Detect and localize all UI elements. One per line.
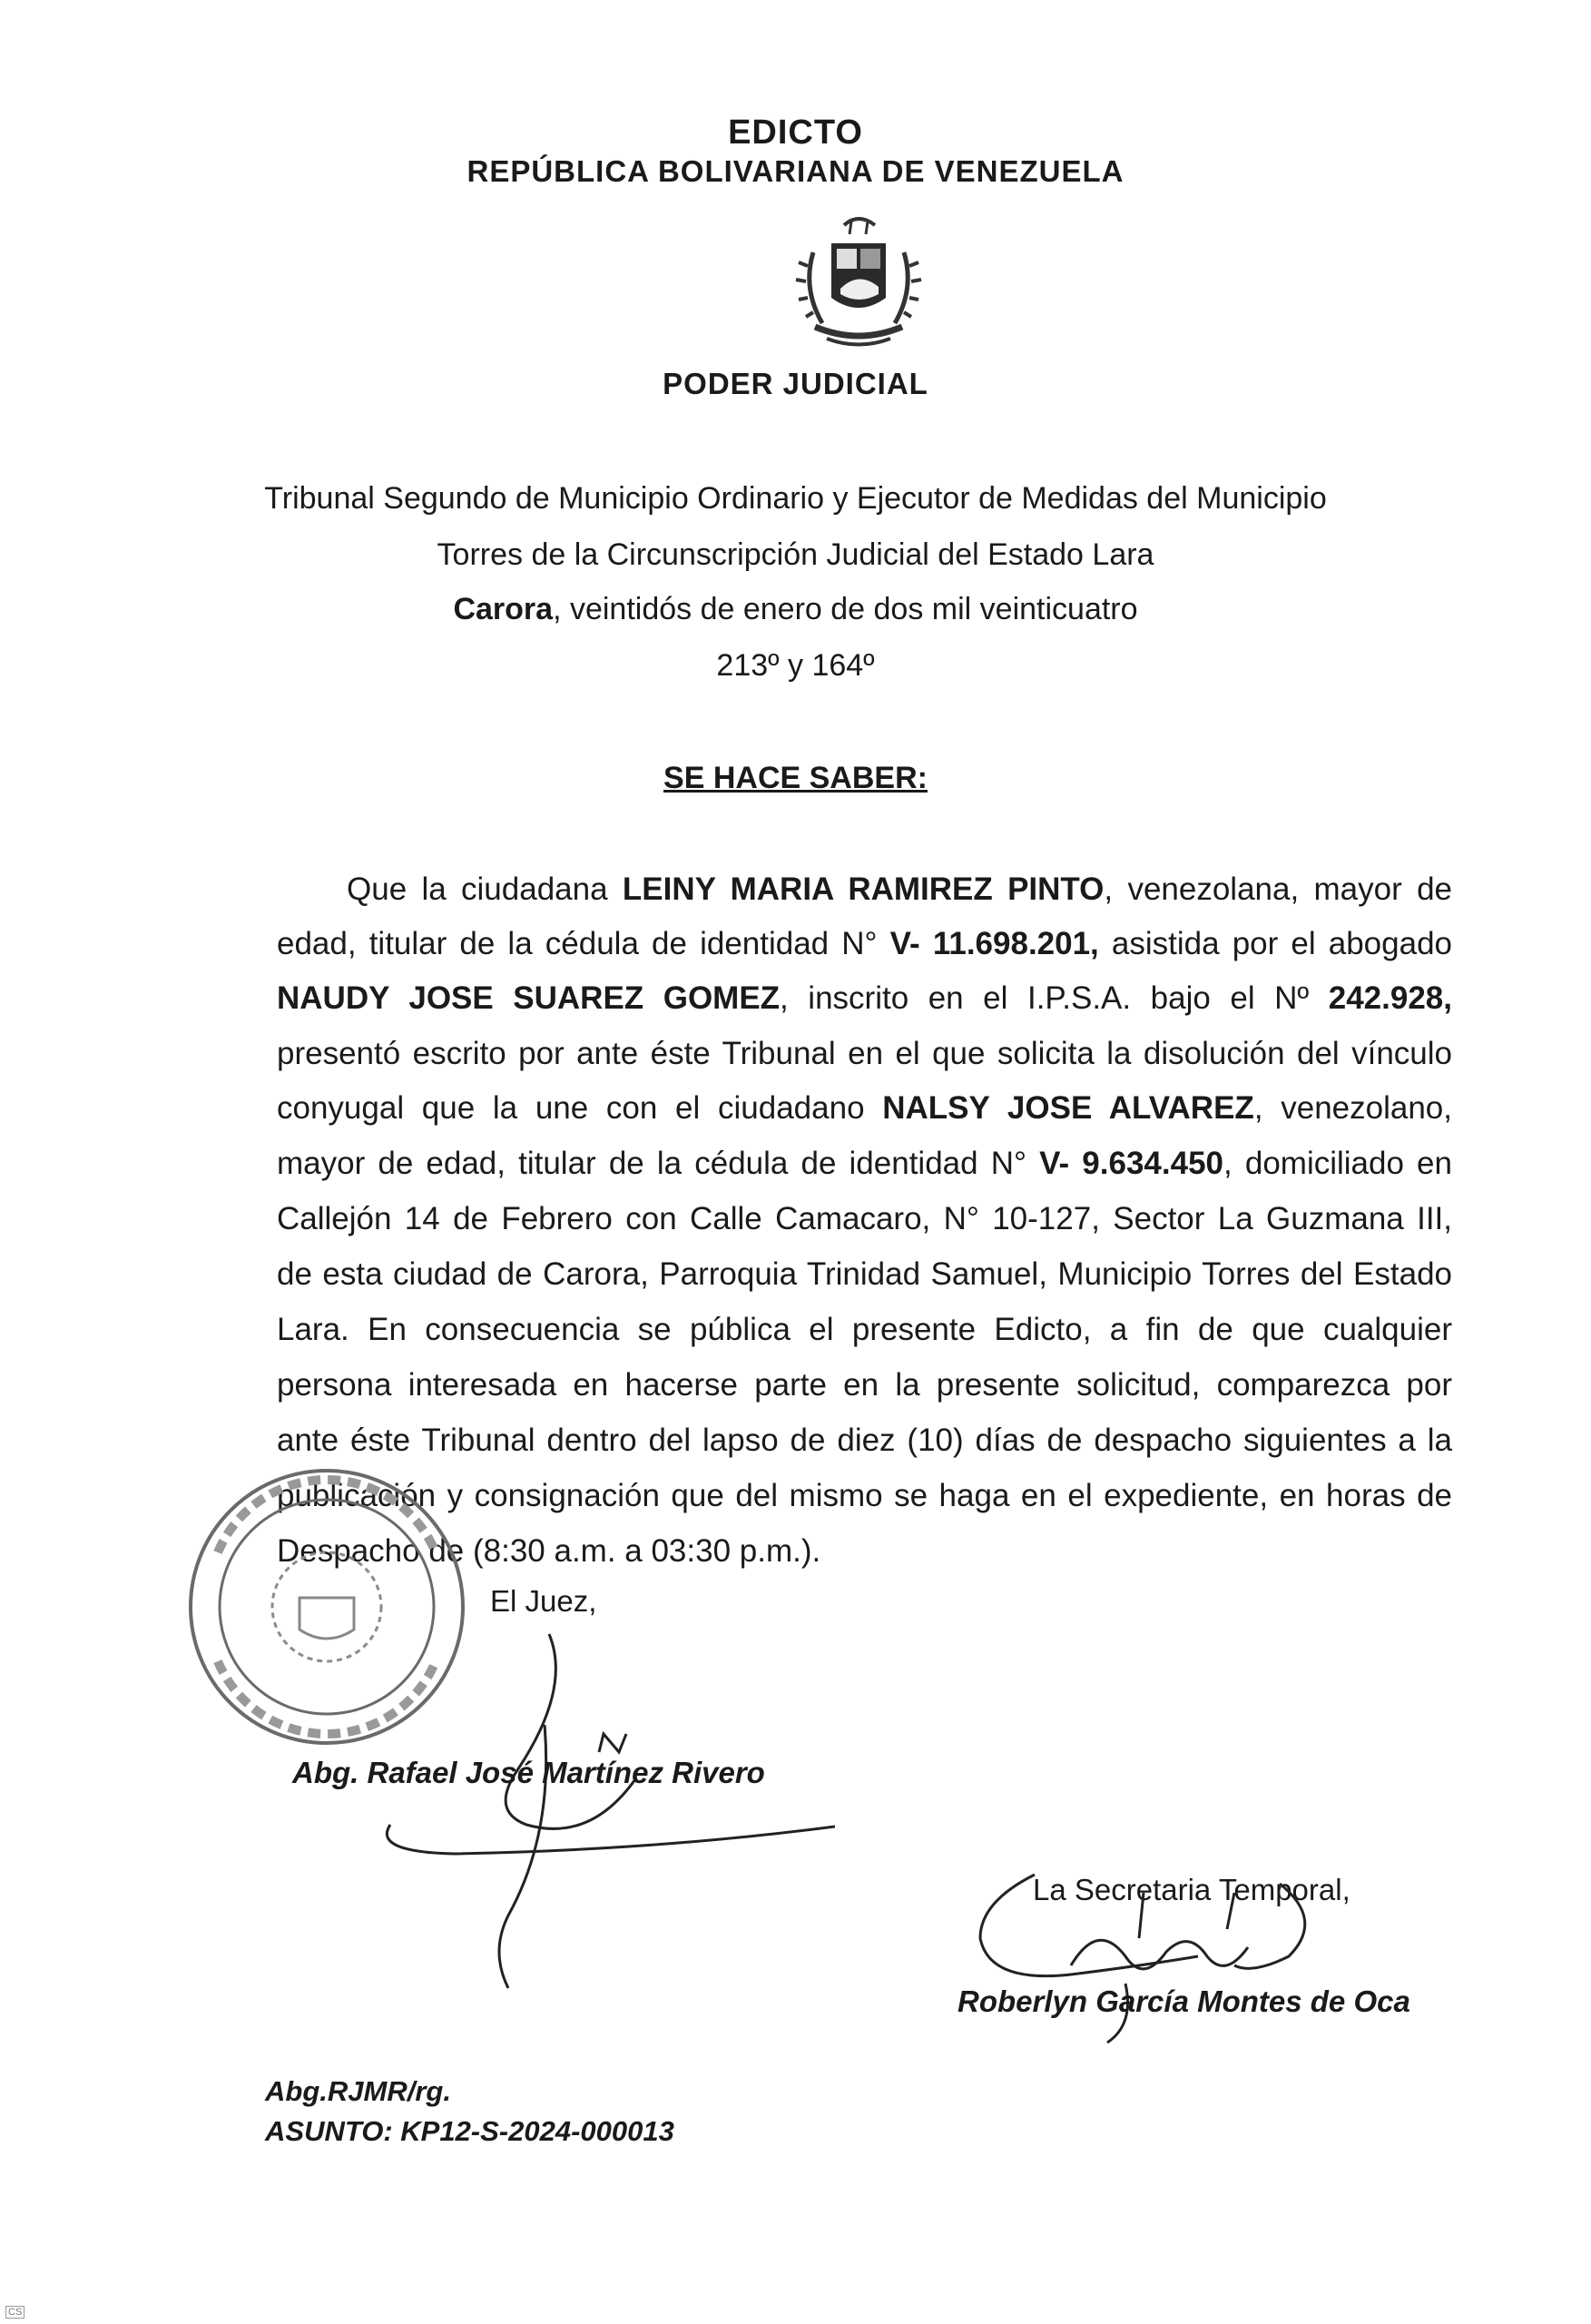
body-line-4: presentó escrito por ante éste Tribunal en el que solicita la disolución del vínculo [277, 1036, 1452, 1071]
lawyer-ipsa: 242.928, [1328, 980, 1452, 1016]
branch-name: PODER JUDICIAL [663, 367, 928, 400]
country-name: REPÚBLICA BOLIVARIANA DE VENEZUELA [466, 154, 1125, 188]
secretary-signature [962, 1866, 1343, 2047]
body-text: , domiciliado en [1223, 1146, 1452, 1181]
body-text: conyugal que la une con el ciudadano [277, 1090, 883, 1126]
applicant-name: LEINY MARIA RAMIREZ PINTO [622, 872, 1105, 907]
court-name-line-1: Tribunal Segundo de Municipio Ordinario y Ejecutor de Medidas del Municipio [264, 481, 1327, 516]
court-name-line-2: Torres de la Circunscripción Judicial del Estado Lara [437, 537, 1154, 572]
court-date: , veintidós de enero de dos mil veinticuatro [553, 592, 1138, 626]
body-text: , inscrito en el I.P.S.A. bajo el Nº [780, 980, 1329, 1016]
body-line-1 [347, 872, 1452, 908]
coat-of-arms-emblem [795, 216, 922, 352]
body-line-12: publicación y consignación que del mismo se haga en el expediente, en horas de [277, 1478, 1452, 1513]
body-line-2 [277, 926, 1452, 962]
judge-title: El Juez, [490, 1584, 597, 1618]
body-text: , venezolana, mayor de [1104, 872, 1452, 907]
footer-case-number: ASUNTO: KP12-S-2024-000013 [265, 2115, 674, 2147]
body-line-13: Despacho de (8:30 a.m. a 03:30 p.m.). [277, 1533, 821, 1569]
body-line-5 [277, 1090, 1452, 1127]
body-text: , venezolano, [1253, 1090, 1452, 1126]
body-text: mayor de edad, titular de la cédula de identidad N° [277, 1146, 1040, 1181]
body-text: Que la ciudadana [347, 872, 623, 907]
applicant-id: V- 11.698.201, [889, 926, 1099, 961]
body-line-11: ante éste Tribunal dentro del lapso de diez (10) días de despacho siguientes a la [277, 1423, 1452, 1458]
document-title: EDICTO [728, 113, 863, 152]
spouse-name: NALSY JOSE ALVAREZ [882, 1090, 1254, 1126]
secretary-name: Roberlyn García Montes de Oca [958, 1984, 1410, 2018]
body-text: asistida por el abogado [1098, 926, 1452, 961]
secretary-title: La Secretaria Temporal, [1033, 1873, 1350, 1906]
court-years: 213º y 164º [716, 648, 875, 683]
body-line-8: de esta ciudad de Carora, Parroquia Trinidad Samuel, Municipio Torres del Estado [277, 1256, 1452, 1292]
body-line-7: Callejón 14 de Febrero con Calle Camacaro, N° 10-127, Sector La Guzmana III, [277, 1201, 1452, 1236]
lawyer-name: NAUDY JOSE SUAREZ GOMEZ [277, 980, 781, 1016]
body-line-6 [277, 1146, 1452, 1182]
footer-initials: Abg.RJMR/rg. [265, 2075, 451, 2107]
notice-heading: SE HACE SABER: [663, 761, 928, 795]
body-text: edad, titular de la cédula de identidad N° [277, 926, 890, 961]
judge-name: Abg. Rafael José Martínez Rivero [292, 1756, 765, 1789]
body-line-9: Lara. En consecuencia se pública el presente Edicto, a fin de que cualquier [277, 1312, 1452, 1347]
court-city: Carora [453, 592, 554, 626]
spouse-id: V- 9.634.450 [1039, 1146, 1224, 1181]
court-date-line [0, 581, 1591, 637]
scanner-badge: CS [5, 2306, 25, 2319]
body-line-3 [277, 980, 1452, 1017]
body-line-10: persona interesada en hacerse parte en la presente solicitud, comparezca por [277, 1367, 1452, 1403]
judge-signature [381, 1616, 853, 1997]
